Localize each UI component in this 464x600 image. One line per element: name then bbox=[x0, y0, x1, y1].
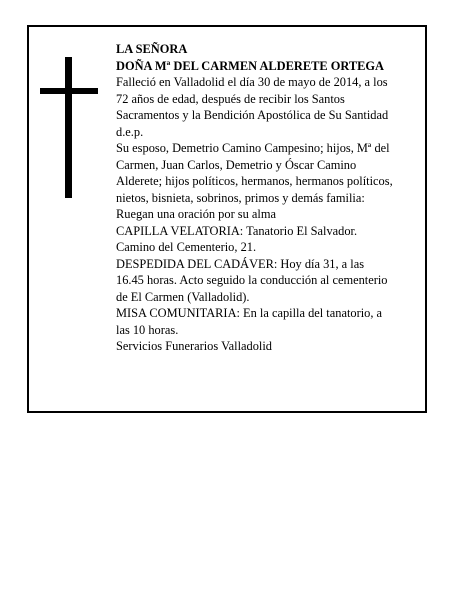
death-announcement-line-1: Falleció en Valladolid el día 30 de mayo de 2014, a los bbox=[116, 75, 388, 89]
family-line-2: Carmen, Juan Carlos, Demetrio y Óscar Camino bbox=[116, 157, 357, 172]
cross-vertical-bar bbox=[65, 57, 72, 198]
prayer-request: Ruegan una oración por su alma bbox=[116, 207, 276, 221]
deceased-name: DOÑA Mª DEL CARMEN ALDERETE ORTEGA bbox=[116, 58, 384, 73]
wake-chapel-line-2: Camino del Cementerio, 21. bbox=[116, 240, 257, 254]
cross-horizontal-bar bbox=[40, 88, 98, 94]
mass-line-2: las 10 horas. bbox=[116, 322, 179, 337]
heading-title: LA SEÑORA bbox=[116, 42, 188, 56]
obituary-notice bbox=[27, 25, 427, 413]
death-announcement-line-2: 72 años de edad, después de recibir los Santos bbox=[116, 91, 345, 106]
family-line-3: Alderete; hijos políticos, hermanos, hermanos políticos, bbox=[116, 174, 393, 188]
death-announcement-line-3: Sacramentos y la Bendición Apostólica de Su Santidad bbox=[116, 108, 389, 122]
cross-icon bbox=[40, 57, 98, 198]
family-line-1: Su esposo, Demetrio Camino Campesino; hijos, Mª del bbox=[116, 141, 390, 155]
notice-text bbox=[116, 41, 426, 355]
farewell-line-1: DESPEDIDA DEL CADÁVER: Hoy día 31, a las bbox=[116, 256, 365, 271]
farewell-line-3: de El Carmen (Valladolid). bbox=[116, 289, 250, 304]
farewell-line-2: 16.45 horas. Acto seguido la conducción al cementerio bbox=[116, 273, 388, 287]
family-line-4: nietos, bisnieta, sobrinos, primos y demás familia: bbox=[116, 190, 365, 205]
mass-line-1: MISA COMUNITARIA: En la capilla del tanatorio, a bbox=[116, 306, 383, 320]
rip-line: d.e.p. bbox=[116, 124, 144, 139]
funeral-services-provider: Servicios Funerarios Valladolid bbox=[116, 339, 273, 353]
wake-chapel-line-1: CAPILLA VELATORIA: Tanatorio El Salvador. bbox=[116, 223, 358, 238]
